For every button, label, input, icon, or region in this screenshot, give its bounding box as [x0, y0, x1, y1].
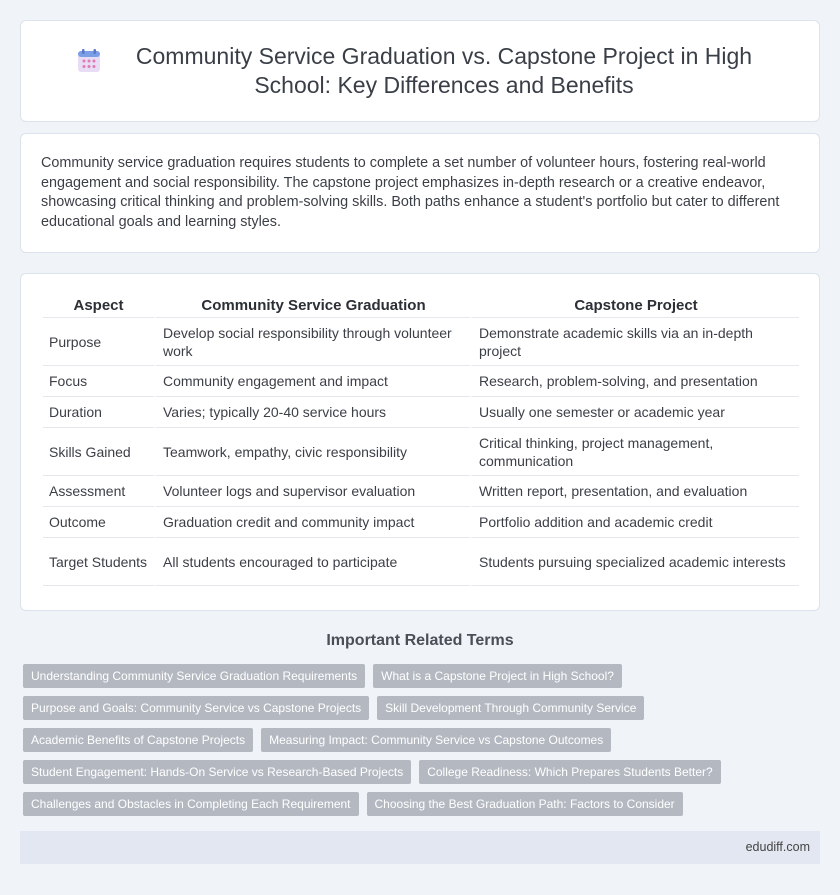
aspect-cell: Purpose — [43, 318, 154, 366]
title-card — [20, 20, 820, 122]
table-row — [43, 507, 799, 538]
calendar-icon — [76, 48, 102, 74]
tag-row — [23, 728, 823, 752]
community-service-cell: Varies; typically 20-40 service hours — [154, 397, 470, 428]
related-term-link[interactable]: Measuring Impact: Community Service vs Capstone Outcomes — [261, 728, 611, 752]
tag-row — [23, 664, 823, 688]
table-row — [43, 366, 799, 397]
footer — [20, 831, 820, 864]
tag-row — [23, 696, 823, 720]
table-row — [43, 397, 799, 428]
aspect-cell: Focus — [43, 366, 154, 397]
community-service-cell: Teamwork, empathy, civic responsibility — [154, 428, 470, 476]
tag-row — [23, 760, 823, 784]
aspect-cell: Duration — [43, 397, 154, 428]
table-row — [43, 538, 799, 586]
aspect-cell: Assessment — [43, 476, 154, 507]
related-term-link[interactable]: Purpose and Goals: Community Service vs Capstone Projects — [23, 696, 369, 720]
comparison-card — [20, 273, 820, 611]
related-term-link[interactable]: Challenges and Obstacles in Completing Each Requirement — [23, 792, 359, 816]
related-term-link[interactable]: Skill Development Through Community Service — [377, 696, 644, 720]
capstone-cell: Demonstrate academic skills via an in-depth project — [470, 318, 799, 366]
page-title: Community Service Graduation vs. Capstone Project in High School: Key Differences and Benefits — [135, 43, 753, 98]
table-row — [43, 476, 799, 507]
tag-row — [23, 792, 823, 816]
aspect-cell: Target Students — [43, 538, 154, 586]
header-capstone: Capstone Project — [470, 294, 799, 318]
community-service-cell: Community engagement and impact — [154, 366, 470, 397]
capstone-cell: Research, problem-solving, and presentation — [470, 366, 799, 397]
related-term-link[interactable]: Understanding Community Service Graduation Requirements — [23, 664, 365, 688]
title-wrap — [36, 42, 804, 100]
community-service-cell: Volunteer logs and supervisor evaluation — [154, 476, 470, 507]
intro-card — [20, 133, 820, 253]
capstone-cell: Critical thinking, project management, communication — [470, 428, 799, 476]
related-terms-list — [23, 664, 823, 824]
capstone-cell: Usually one semester or academic year — [470, 397, 799, 428]
header-aspect: Aspect — [43, 294, 154, 318]
header-community-service: Community Service Graduation — [154, 294, 470, 318]
capstone-cell: Written report, presentation, and evaluation — [470, 476, 799, 507]
capstone-cell: Students pursuing specialized academic interests — [470, 538, 799, 586]
related-terms-heading: Important Related Terms — [326, 632, 514, 649]
table-header-row — [43, 294, 799, 318]
related-term-link[interactable]: Student Engagement: Hands-On Service vs Research-Based Projects — [23, 760, 411, 784]
footer-site-link[interactable]: edudiff.com — [745, 840, 810, 854]
aspect-cell: Outcome — [43, 507, 154, 538]
comparison-table — [43, 294, 799, 586]
community-service-cell: Develop social responsibility through volunteer work — [154, 318, 470, 366]
table-row — [43, 318, 799, 366]
capstone-cell: Portfolio addition and academic credit — [470, 507, 799, 538]
aspect-cell: Skills Gained — [43, 428, 154, 476]
community-service-cell: Graduation credit and community impact — [154, 507, 470, 538]
related-term-link[interactable]: Choosing the Best Graduation Path: Factors to Consider — [367, 792, 683, 816]
related-term-link[interactable]: College Readiness: Which Prepares Students Better? — [419, 760, 721, 784]
related-term-link[interactable]: Academic Benefits of Capstone Projects — [23, 728, 253, 752]
related-term-link[interactable]: What is a Capstone Project in High School? — [373, 664, 622, 688]
intro-paragraph: Community service graduation requires students to complete a set number of volunteer hours, fostering real-world engagement and social responsibility. The capstone project emphasizes in-depth research or a creative endeavor, showcasing critical thinking and problem-solving skills. Both paths enhance a student's portfolio but cater to different educational goals and learning styles. — [41, 155, 780, 230]
community-service-cell: All students encouraged to participate — [154, 538, 470, 586]
table-row — [43, 428, 799, 476]
